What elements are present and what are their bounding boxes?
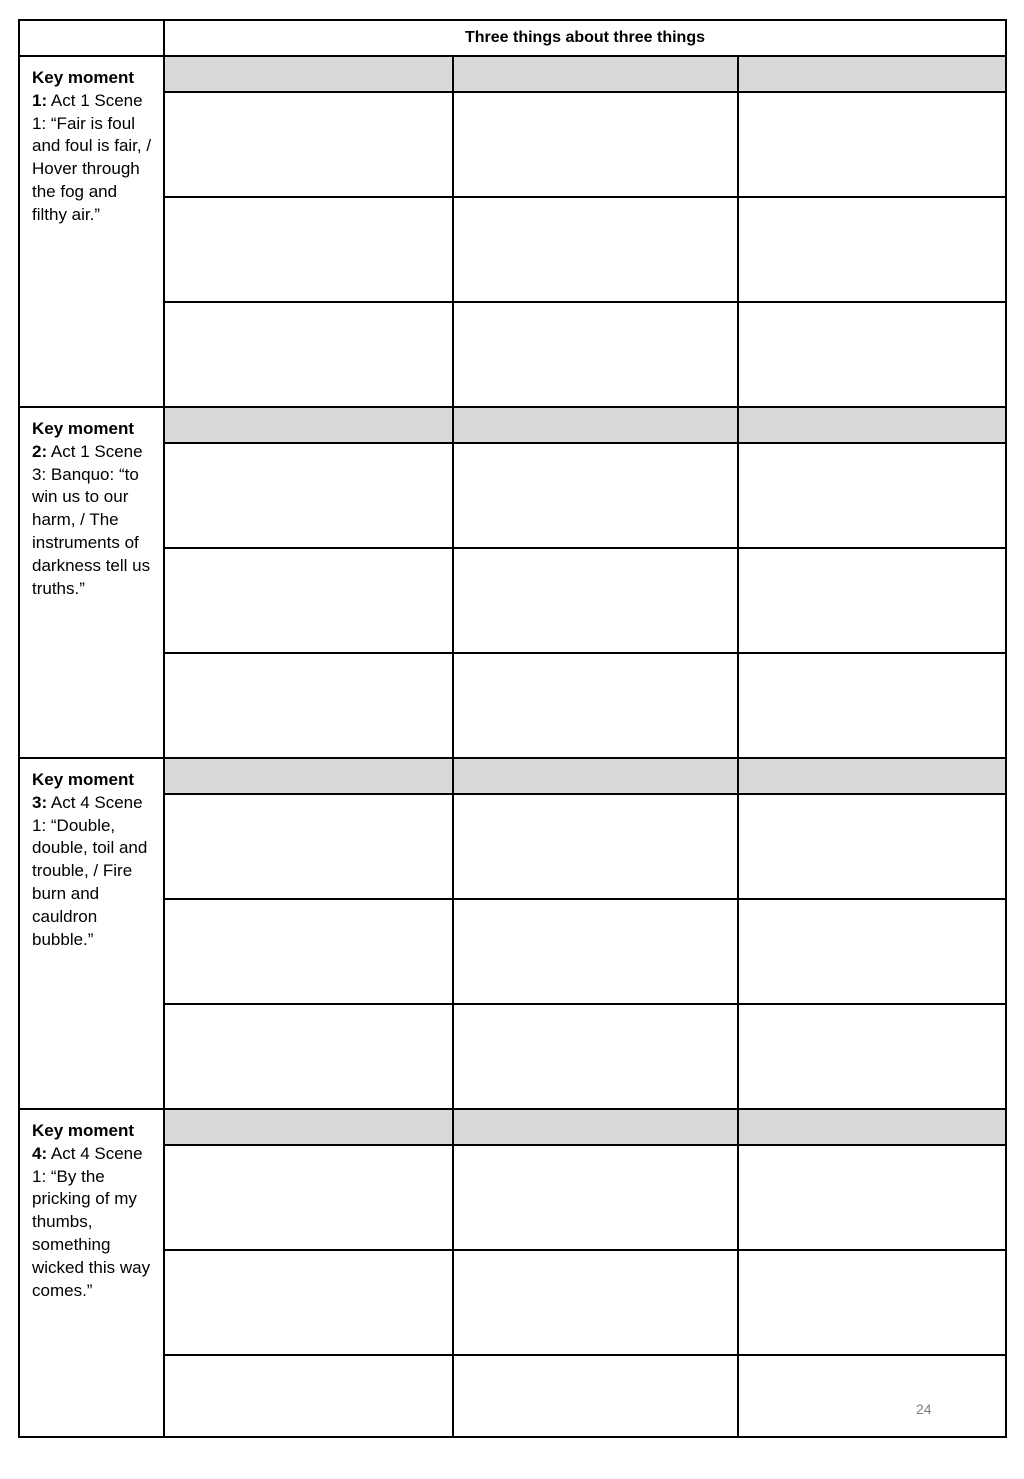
answer-row (19, 1250, 1006, 1355)
shaded-cell (164, 758, 453, 794)
key-moment-4-shaded-row (19, 1109, 1006, 1145)
answer-cell[interactable] (738, 92, 1006, 197)
answer-cell[interactable] (738, 1250, 1006, 1355)
answer-cell[interactable] (453, 197, 738, 302)
answer-row (19, 302, 1006, 407)
answer-cell[interactable] (164, 1250, 453, 1355)
answer-cell[interactable] (453, 794, 738, 899)
key-moment-quote: Act 1 Scene 1: “Fair is foul and foul is fair, / Hover through the fog and filthy air.” (32, 90, 152, 224)
answer-cell[interactable] (164, 653, 453, 758)
answer-row (19, 92, 1006, 197)
table-header: Three things about three things (164, 20, 1006, 56)
answer-cell[interactable] (164, 1355, 453, 1437)
answer-cell[interactable] (738, 1355, 1006, 1437)
answer-cell[interactable] (738, 899, 1006, 1004)
answer-row (19, 899, 1006, 1004)
header-row (19, 20, 1006, 56)
key-moment-heading: Key moment (32, 68, 135, 87)
answer-row (19, 1145, 1006, 1250)
answer-cell[interactable] (164, 197, 453, 302)
corner-cell (19, 20, 164, 56)
key-moment-2-cell (19, 407, 164, 758)
key-moment-1-cell (19, 56, 164, 407)
answer-cell[interactable] (738, 548, 1006, 653)
answer-cell[interactable] (164, 794, 453, 899)
answer-row (19, 1355, 1006, 1437)
answer-cell[interactable] (453, 1004, 738, 1109)
shaded-cell (453, 1109, 738, 1145)
key-moment-3-shaded-row (19, 758, 1006, 794)
answer-cell[interactable] (453, 1145, 738, 1250)
key-moment-number: 4: (32, 1143, 48, 1163)
answer-row (19, 794, 1006, 899)
answer-cell[interactable] (738, 1004, 1006, 1109)
answer-cell[interactable] (164, 302, 453, 407)
answer-row (19, 197, 1006, 302)
answer-row (19, 548, 1006, 653)
shaded-cell (738, 758, 1006, 794)
page-number: 24 (916, 1401, 932, 1417)
shaded-cell (738, 1109, 1006, 1145)
answer-cell[interactable] (453, 1355, 738, 1437)
key-moment-1-shaded-row (19, 56, 1006, 92)
shaded-cell (453, 407, 738, 443)
answer-row (19, 653, 1006, 758)
key-moment-heading: Key moment (32, 1121, 135, 1140)
answer-cell[interactable] (453, 302, 738, 407)
key-moment-number: 1: (32, 90, 48, 110)
answer-cell[interactable] (164, 1004, 453, 1109)
shaded-cell (453, 758, 738, 794)
worksheet-table (18, 19, 1007, 1438)
answer-cell[interactable] (738, 653, 1006, 758)
key-moment-4-cell (19, 1109, 164, 1437)
shaded-cell (738, 56, 1006, 92)
shaded-cell (453, 56, 738, 92)
key-moment-number: 3: (32, 792, 48, 812)
answer-cell[interactable] (164, 548, 453, 653)
key-moment-number: 2: (32, 441, 48, 461)
answer-cell[interactable] (738, 443, 1006, 548)
answer-cell[interactable] (738, 302, 1006, 407)
answer-cell[interactable] (738, 794, 1006, 899)
answer-row (19, 443, 1006, 548)
answer-cell[interactable] (453, 548, 738, 653)
answer-cell[interactable] (453, 899, 738, 1004)
answer-cell[interactable] (738, 1145, 1006, 1250)
key-moment-2-shaded-row (19, 407, 1006, 443)
answer-cell[interactable] (164, 92, 453, 197)
answer-cell[interactable] (453, 92, 738, 197)
key-moment-heading: Key moment (32, 419, 135, 438)
answer-row (19, 1004, 1006, 1109)
key-moment-quote: Act 4 Scene 1: “By the pricking of my thumbs, something wicked this way comes.” (32, 1143, 151, 1300)
answer-cell[interactable] (164, 899, 453, 1004)
key-moment-heading: Key moment (32, 770, 135, 789)
answer-cell[interactable] (164, 443, 453, 548)
shaded-cell (164, 407, 453, 443)
shaded-cell (738, 407, 1006, 443)
key-moment-3-cell (19, 758, 164, 1109)
shaded-cell (164, 56, 453, 92)
key-moment-quote: Act 1 Scene 3: Banquo: “to win us to our harm, / The instruments of darkness tell us truths.” (32, 441, 151, 598)
shaded-cell (164, 1109, 453, 1145)
answer-cell[interactable] (738, 197, 1006, 302)
answer-cell[interactable] (453, 1250, 738, 1355)
answer-cell[interactable] (453, 443, 738, 548)
answer-cell[interactable] (164, 1145, 453, 1250)
answer-cell[interactable] (453, 653, 738, 758)
key-moment-quote: Act 4 Scene 1: “Double, double, toil and trouble, / Fire burn and cauldron bubble.” (32, 792, 148, 949)
